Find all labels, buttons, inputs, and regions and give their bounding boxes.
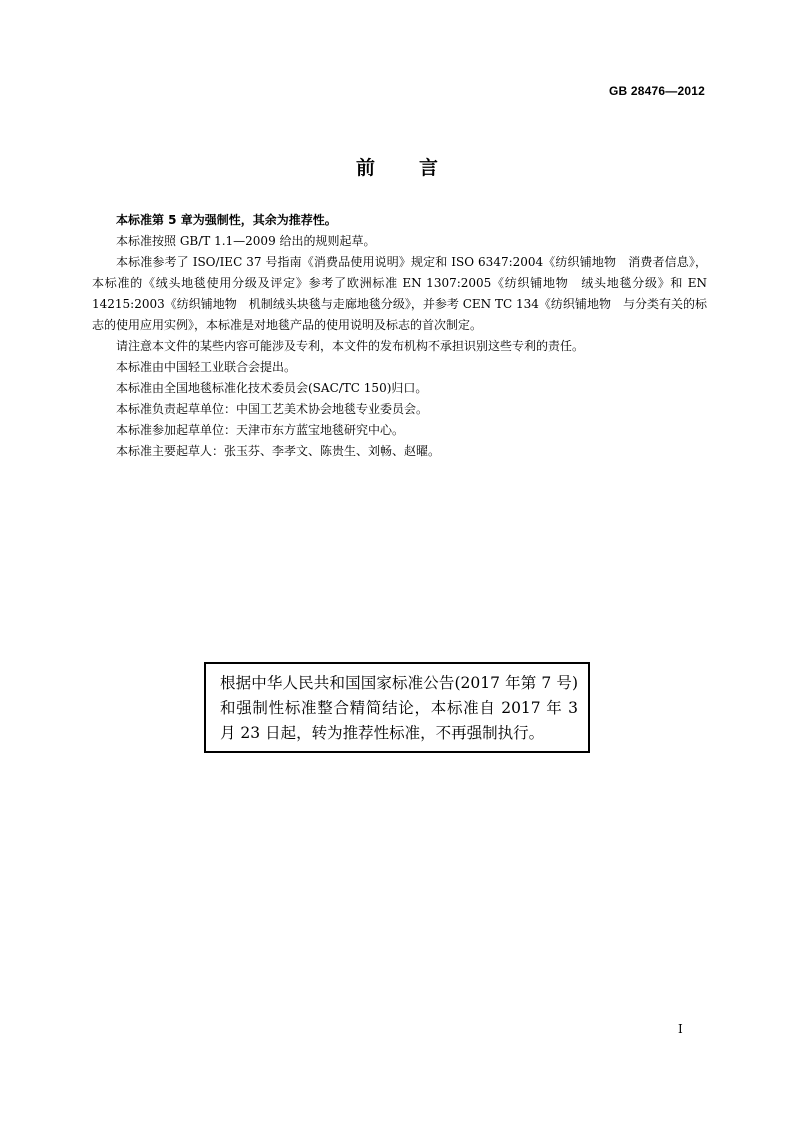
paragraph-main-drafters: 本标准主要起草人：张玉芬、李孝文、陈贵生、刘畅、赵曜。	[116, 444, 441, 458]
paragraph-technical-committee: 本标准由全国地毯标准化技术委员会(SAC/TC 150)归口。	[116, 381, 428, 395]
foreword-body	[92, 210, 707, 462]
paragraph-participating-unit: 本标准参加起草单位：天津市东方蓝宝地毯研究中心。	[116, 423, 405, 437]
paragraph-drafting-rules: 本标准按照 GB/T 1.1—2009 给出的规则起草。	[116, 234, 376, 248]
page-title: 前言	[355, 157, 482, 179]
paragraph-proposer: 本标准由中国轻工业联合会提出。	[116, 360, 297, 374]
conversion-notice-text: 根据中华人民共和国国家标准公告(2017 年第 7 号)和强制性标准整合精简结论，本标准自 2017 年 3 月 23 日起，转为推荐性标准，不再强制执行。	[220, 674, 578, 742]
paragraph-mandatory-scope: 本标准第 5 章为强制性，其余为推荐性。	[116, 213, 337, 227]
paragraph-lead-drafting-unit: 本标准负责起草单位：中国工艺美术协会地毯专业委员会。	[116, 402, 429, 416]
page-number: I	[678, 1022, 683, 1036]
paragraph-patent-notice: 请注意本文件的某些内容可能涉及专利，本文件的发布机构不承担识别这些专利的责任。	[116, 339, 585, 353]
conversion-notice-box	[204, 662, 590, 753]
paragraph-references: 本标准参考了 ISO/IEC 37 号指南《消费品使用说明》规定和 ISO 6347:2004《纺织铺地物 消费者信息》，本标准的《绒头地毯使用分级及评定》参考了欧洲标准 EN 1307:2005《纺织铺地物 绒头地毯分级》和 EN 14215:2003《纺织铺地物 机制绒头块毯与走廊地毯分级》，并参考 CEN TC 134《纺织铺地物 与分类有关的标志的使用应用实例》，本标准是对地毯产品的使用说明及标志的首次制定。	[92, 255, 707, 332]
standard-number: GB 28476—2012	[609, 84, 705, 98]
